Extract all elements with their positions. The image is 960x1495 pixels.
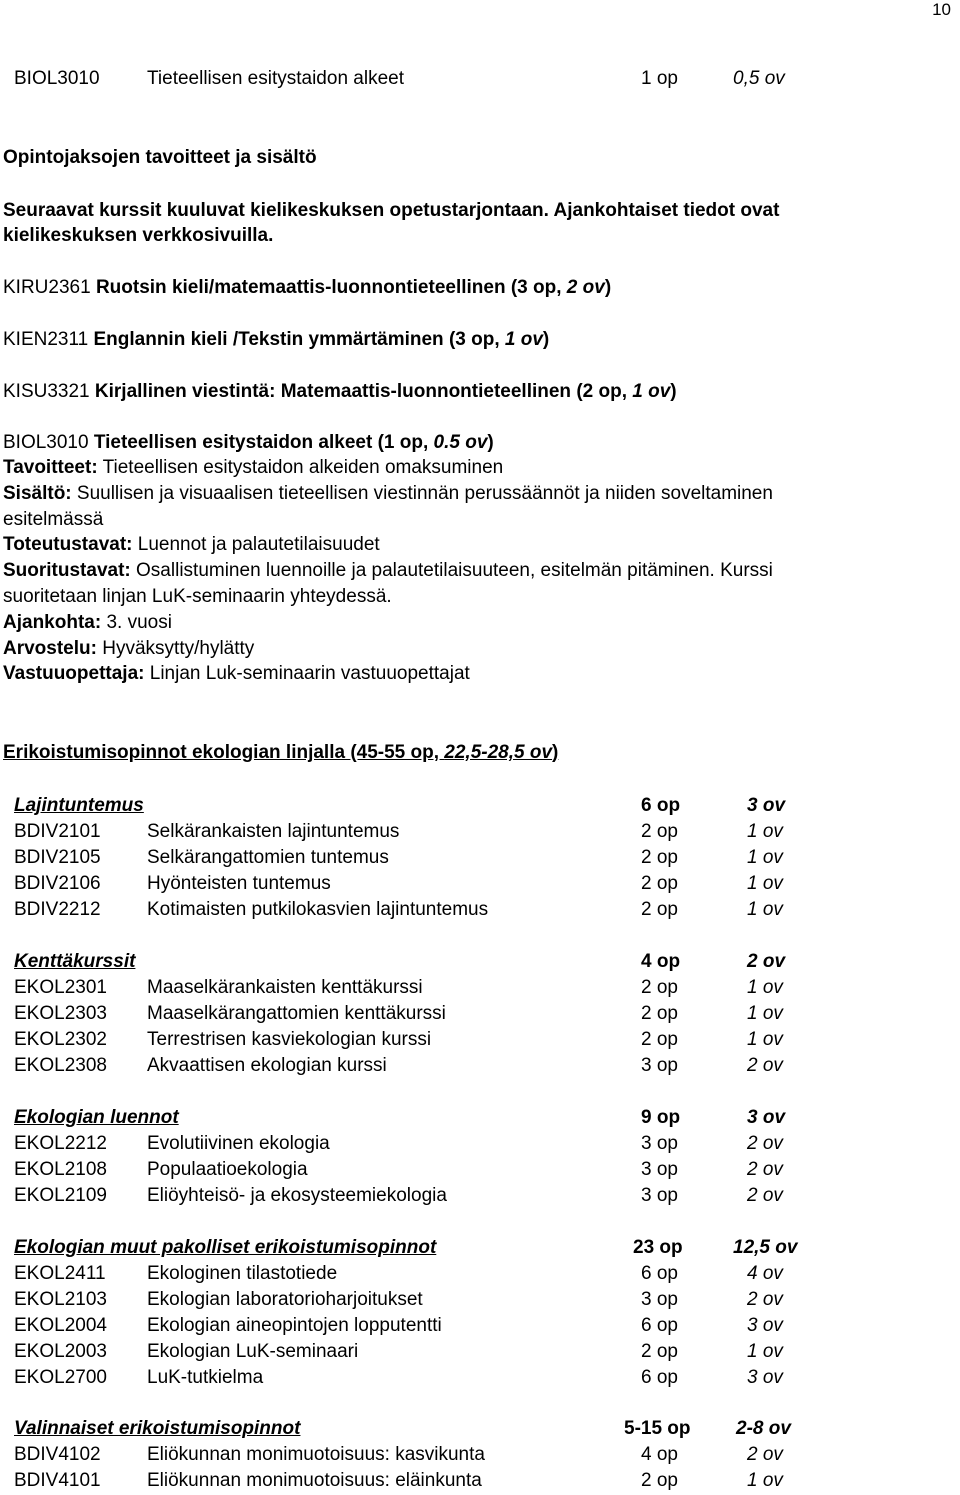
row-ov: 4 ov (747, 1263, 783, 1284)
field-value: Osallistuminen luennoille ja palautetilaisuuteen, esitelmän pitäminen. Kurssi (130, 560, 773, 582)
row-code: EKOL2302 (14, 1029, 107, 1050)
row-ov: 1 ov (747, 1003, 783, 1024)
row-ov: 1 ov (747, 899, 783, 920)
course-ov: 2 ov (566, 277, 605, 298)
course-ov: 1 ov (632, 381, 671, 402)
row-op: 4 op (641, 1444, 678, 1465)
row-name: Ekologian laboratorioharjoitukset (147, 1289, 423, 1310)
row-op: 6 op (641, 1315, 678, 1336)
row-code: EKOL2308 (14, 1055, 107, 1076)
row-op: 3 op (641, 1055, 678, 1076)
row-ov: 1 ov (747, 873, 783, 894)
course-close: ) (604, 277, 612, 298)
group-op: 5-15 op (624, 1418, 691, 1439)
header-ov: 0,5 ov (733, 68, 785, 89)
course-title: Kirjallinen viestintä: Matemaattis-luonnontieteellinen (2 op, (94, 381, 633, 402)
field-value: Tieteellisen esitystaidon alkeiden omaksuminen (97, 457, 504, 478)
row-op: 2 op (641, 899, 678, 920)
row-code: EKOL2303 (14, 1003, 107, 1024)
group-title: Ekologian luennot (14, 1107, 179, 1128)
detail-ov: 0.5 ov (433, 432, 488, 453)
course-code: KIRU2361 (3, 277, 91, 298)
field-vastuuopettaja (3, 661, 933, 687)
field-label: Arvostelu: (3, 637, 97, 659)
row-code: EKOL2004 (14, 1315, 107, 1336)
course-close: ) (542, 329, 550, 350)
course-code: KIEN2311 (3, 329, 89, 350)
row-name: Maaselkärangattomien kenttäkurssi (147, 1003, 446, 1024)
group-op: 23 op (633, 1237, 683, 1258)
row-ov: 2 ov (747, 1133, 783, 1154)
field-sisalto (3, 481, 933, 507)
group-title: Valinnaiset erikoistumisopinnot (14, 1418, 301, 1439)
group-title: Lajintuntemus (14, 795, 144, 816)
group-ov: 2 ov (747, 951, 786, 972)
header-title: Tieteellisen esitystaidon alkeet (147, 68, 404, 89)
row-name: Eliöyhteisö- ja ekosysteemiekologia (147, 1185, 447, 1206)
row-name: Selkärankaisten lajintuntemus (147, 821, 400, 842)
row-ov: 1 ov (747, 847, 783, 868)
row-code: EKOL2700 (14, 1367, 107, 1388)
header-code: BIOL3010 (14, 68, 100, 89)
field-label: Ajankohta: (3, 611, 102, 633)
course-kien2311 (3, 330, 549, 349)
course-title: Englannin kieli /Tekstin ymmärtäminen (3 op, (93, 329, 505, 350)
heading-start: Erikoistumisopinnot ekologian linjalla (45-55 op, (3, 742, 445, 763)
row-name: Ekologian LuK-seminaari (147, 1341, 359, 1362)
group-ov: 3 ov (747, 795, 786, 816)
field-value: Luennot ja palautetilaisuudet (132, 534, 380, 556)
row-name: Selkärangattomien tuntemus (147, 847, 389, 868)
detail-code: BIOL3010 (3, 432, 89, 453)
field-value: Linjan Luk-seminaarin vastuuopettajat (144, 663, 470, 685)
group-op: 9 op (641, 1107, 681, 1128)
row-name: Ekologinen tilastotiede (147, 1263, 338, 1284)
field-sisalto-cont: esitelmässä (3, 508, 104, 530)
course-kisu3321 (3, 382, 677, 401)
row-code: EKOL2103 (14, 1289, 107, 1310)
field-suoritustavat (3, 558, 933, 584)
row-op: 6 op (641, 1263, 678, 1284)
row-op: 3 op (641, 1289, 678, 1310)
detail-title: Tieteellisen esitystaidon alkeet (1 op, (93, 432, 434, 453)
section-title: Opintojaksojen tavoitteet ja sisältö (3, 147, 317, 168)
row-op: 2 op (641, 1003, 678, 1024)
specialization-heading (3, 743, 558, 762)
row-name: Terrestrisen kasviekologian kurssi (147, 1029, 432, 1050)
row-ov: 1 ov (747, 1470, 783, 1491)
course-title: Ruotsin kieli/matemaattis-luonnontieteellinen (3 op, (95, 277, 567, 298)
row-op: 2 op (641, 1470, 678, 1491)
row-ov: 2 ov (747, 1444, 783, 1465)
field-arvostelu (3, 636, 933, 662)
row-ov: 1 ov (747, 1341, 783, 1362)
detail-fields (3, 455, 933, 687)
intro-line-2: kielikeskuksen verkkosivuilla. (3, 225, 274, 246)
row-code: EKOL2301 (14, 977, 107, 998)
page-number: 10 (932, 0, 951, 19)
course-ov: 1 ov (504, 329, 543, 350)
row-ov: 2 ov (747, 1289, 783, 1310)
field-suoritustavat-cont: suoritetaan linjan LuK-seminaarin yhteydessä. (3, 585, 392, 607)
field-label: Sisältö: (3, 482, 72, 504)
field-value: Suullisen ja visuaalisen tieteellisen viestinnän perussäännöt ja niiden soveltaminen (71, 482, 773, 504)
row-code: BDIV2105 (14, 847, 101, 868)
row-code: BDIV2101 (14, 821, 101, 842)
row-ov: 2 ov (747, 1185, 783, 1206)
field-label: Suoritustavat: (3, 560, 131, 582)
row-code: EKOL2109 (14, 1185, 107, 1206)
row-name: Populaatioekologia (147, 1159, 308, 1180)
field-value: 3. vuosi (101, 611, 172, 633)
row-ov: 1 ov (747, 977, 783, 998)
group-ov: 12,5 ov (733, 1237, 798, 1258)
detail-heading (3, 433, 494, 452)
row-name: Evolutiivinen ekologia (147, 1133, 330, 1154)
row-name: Eliökunnan monimuotoisuus: eläinkunta (147, 1470, 482, 1491)
row-ov: 1 ov (747, 1029, 783, 1050)
group-ov: 2-8 ov (736, 1418, 791, 1439)
detail-close: ) (487, 432, 494, 453)
intro-line-1: Seuraavat kurssit kuuluvat kielikeskuksen opetustarjontaan. Ajankohtaiset tiedot ovat (3, 200, 780, 221)
header-op: 1 op (641, 68, 678, 89)
row-op: 2 op (641, 821, 678, 842)
group-title: Kenttäkurssit (14, 951, 136, 972)
row-op: 2 op (641, 847, 678, 868)
field-tavoitteet (3, 455, 933, 481)
row-op: 3 op (641, 1185, 678, 1206)
row-ov: 3 ov (747, 1315, 783, 1336)
row-code: BDIV4101 (14, 1470, 101, 1491)
row-name: Eliökunnan monimuotoisuus: kasvikunta (147, 1444, 485, 1465)
group-ov: 3 ov (747, 1107, 786, 1128)
row-name: Hyönteisten tuntemus (147, 873, 331, 894)
row-name: Kotimaisten putkilokasvien lajintuntemus (147, 899, 489, 920)
row-code: EKOL2108 (14, 1159, 107, 1180)
row-code: BDIV4102 (14, 1444, 101, 1465)
field-label: Toteutustavat: (3, 534, 133, 556)
row-ov: 1 ov (747, 821, 783, 842)
row-name: Ekologian aineopintojen lopputentti (147, 1315, 442, 1336)
row-op: 2 op (641, 1029, 678, 1050)
course-kiru2361 (3, 278, 611, 297)
course-code: KISU3321 (3, 381, 90, 402)
row-name: Maaselkärankaisten kenttäkurssi (147, 977, 423, 998)
field-ajankohta (3, 610, 933, 636)
row-name: Akvaattisen ekologian kurssi (147, 1055, 387, 1076)
heading-end: ) (552, 742, 559, 763)
group-op: 6 op (641, 795, 681, 816)
field-label: Tavoitteet: (3, 457, 98, 478)
course-close: ) (670, 381, 677, 402)
field-value: Hyväksytty/hylätty (96, 637, 255, 659)
heading-ov: 22,5-28,5 ov (444, 742, 553, 763)
row-code: EKOL2411 (14, 1263, 106, 1284)
row-op: 6 op (641, 1367, 678, 1388)
field-toteutustavat (3, 532, 933, 558)
row-code: BDIV2212 (14, 899, 101, 920)
row-ov: 2 ov (747, 1159, 783, 1180)
group-op: 4 op (641, 951, 681, 972)
row-op: 3 op (641, 1159, 678, 1180)
row-op: 2 op (641, 873, 678, 894)
row-op: 2 op (641, 977, 678, 998)
group-title: Ekologian muut pakolliset erikoistumisopinnot (14, 1237, 437, 1258)
row-ov: 2 ov (747, 1055, 783, 1076)
row-code: BDIV2106 (14, 873, 101, 894)
field-label: Vastuuopettaja: (3, 663, 145, 685)
row-op: 2 op (641, 1341, 678, 1362)
row-code: EKOL2212 (14, 1133, 107, 1154)
row-name: LuK-tutkielma (147, 1367, 264, 1388)
row-code: EKOL2003 (14, 1341, 107, 1362)
row-ov: 3 ov (747, 1367, 783, 1388)
row-op: 3 op (641, 1133, 678, 1154)
